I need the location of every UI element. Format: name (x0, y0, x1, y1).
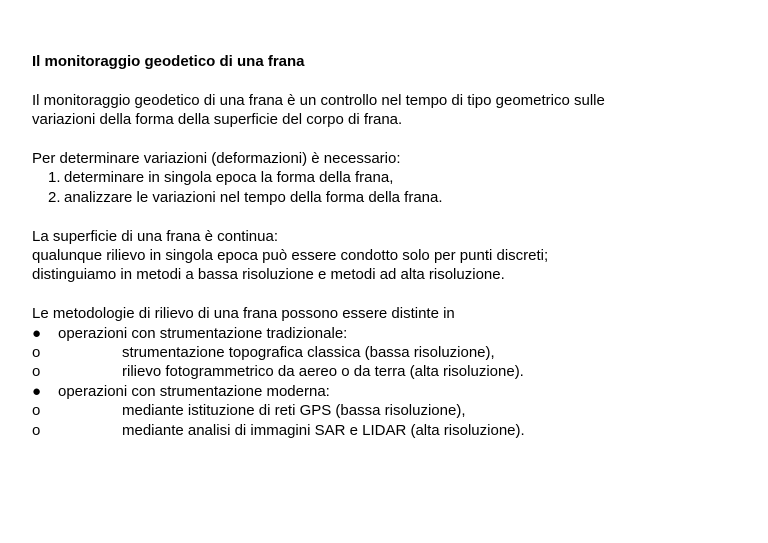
circle-bullet-icon: o (32, 363, 41, 381)
item-number: 2. (48, 188, 61, 206)
sub-item (32, 401, 742, 420)
sub-item-text: rilievo fotogrammetrico da aereo o da terra (alta risoluzione). (122, 363, 524, 381)
surface-line-2: qualunque rilievo in singola epoca può essere condotto solo per punti discreti; (32, 247, 549, 265)
circle-bullet-icon: o (32, 344, 41, 362)
deformation-intro: Per determinare variazioni (deformazioni) è necessario: (32, 150, 401, 167)
intro-line-1: Il monitoraggio geodetico di una frana è un controllo nel tempo di tipo geometrico sulle (32, 91, 605, 109)
spacer (32, 285, 742, 304)
bullet-text: operazioni con strumentazione moderna: (58, 382, 330, 400)
bullet-icon: ● (32, 382, 42, 400)
circle-bullet-icon: o (32, 421, 41, 439)
bullet-item (32, 382, 742, 401)
sub-item-text: mediante analisi di immagini SAR e LIDAR (alta risoluzione). (122, 421, 525, 439)
numbered-item (32, 188, 742, 207)
sub-item (32, 421, 742, 440)
document-body (32, 52, 742, 440)
sub-item (32, 362, 742, 381)
surface-line-3: distinguiamo in metodi a bassa risoluzione e metodi ad alta risoluzione. (32, 266, 505, 284)
spacer (32, 130, 742, 149)
methods-intro: Le metodologie di rilievo di una frana possono essere distinte in (32, 305, 455, 323)
bullet-item (32, 324, 742, 343)
item-text: determinare in singola epoca la forma della frana, (64, 169, 394, 187)
item-text: analizzare le variazioni nel tempo della forma della frana. (64, 188, 443, 206)
spacer (32, 71, 742, 90)
bullet-icon: ● (32, 324, 42, 342)
sub-item-text: mediante istituzione di reti GPS (bassa risoluzione), (122, 402, 466, 420)
sub-item-text: strumentazione topografica classica (bassa risoluzione), (122, 344, 495, 362)
intro-line-2: variazioni della forma della superficie del corpo di frana. (32, 111, 403, 129)
spacer (32, 207, 742, 226)
numbered-item (32, 168, 742, 187)
item-number: 1. (48, 169, 61, 187)
circle-bullet-icon: o (32, 402, 41, 420)
sub-item (32, 343, 742, 362)
surface-line-1: La superficie di una frana è continua: (32, 227, 278, 245)
bullet-text: operazioni con strumentazione tradizionale: (58, 324, 348, 342)
document-title: Il monitoraggio geodetico di una frana (32, 53, 305, 70)
